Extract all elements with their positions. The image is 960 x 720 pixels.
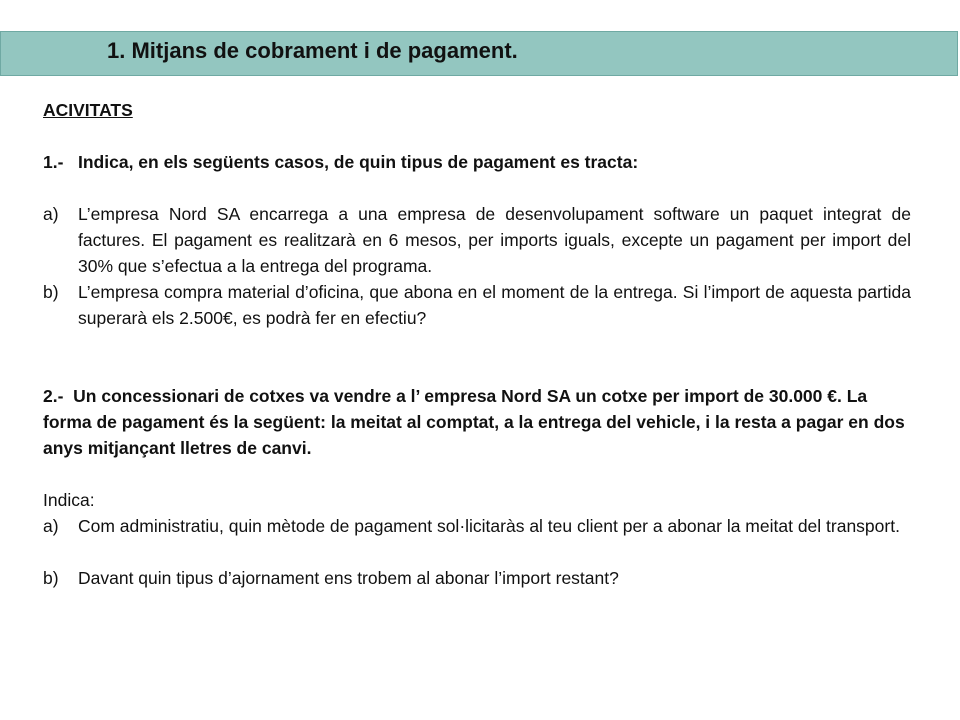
question-2-item-a: [43, 513, 911, 539]
title-bar: [0, 31, 958, 76]
activities-content: [43, 97, 911, 591]
question-2-intro: Indica:: [43, 490, 95, 510]
question-2-number: 2.-: [43, 386, 64, 406]
question-1: [43, 149, 911, 175]
item-marker: a): [43, 516, 59, 536]
question-2-text: Un concessionari de cotxes va vendre a l’ empresa Nord SA un cotxe per import de 30.000 €. La forma de pagament és la següent: la meitat al comptat, a la entrega del vehicle, i la resta a pagar en dos anys mitjançant lletres de canvi.: [43, 386, 905, 458]
page-title: 1. Mitjans de cobrament i de pagament.: [107, 38, 518, 63]
item-text: Com administratiu, quin mètode de pagament sol·licitaràs al teu client per a abonar la meitat del transport.: [78, 516, 900, 536]
question-1-item-a: [43, 201, 911, 279]
item-text: Davant quin tipus d’ajornament ens trobem al abonar l’import restant?: [78, 568, 619, 588]
item-marker: b): [43, 568, 59, 588]
question-1-number: 1.-: [43, 152, 64, 172]
question-2: [43, 383, 911, 461]
item-marker: b): [43, 282, 59, 302]
item-marker: a): [43, 204, 59, 224]
item-text: L’empresa Nord SA encarrega a una empresa de desenvolupament software un paquet integrat de factures. El pagament es realitzarà en 6 mesos, per imports iguals, excepte un pagament per import del 30% que s’efectua a la entrega del programa.: [78, 204, 911, 276]
item-text: L’empresa compra material d’oficina, que abona en el moment de la entrega. Si l’import de aquesta partida superarà els 2.500€, es podrà fer en efectiu?: [78, 282, 911, 328]
question-1-text: Indica, en els següents casos, de quin tipus de pagament es tracta:: [78, 152, 639, 172]
section-heading: ACIVITATS: [43, 100, 133, 120]
question-2-item-b: [43, 565, 911, 591]
question-1-item-b: [43, 279, 911, 331]
